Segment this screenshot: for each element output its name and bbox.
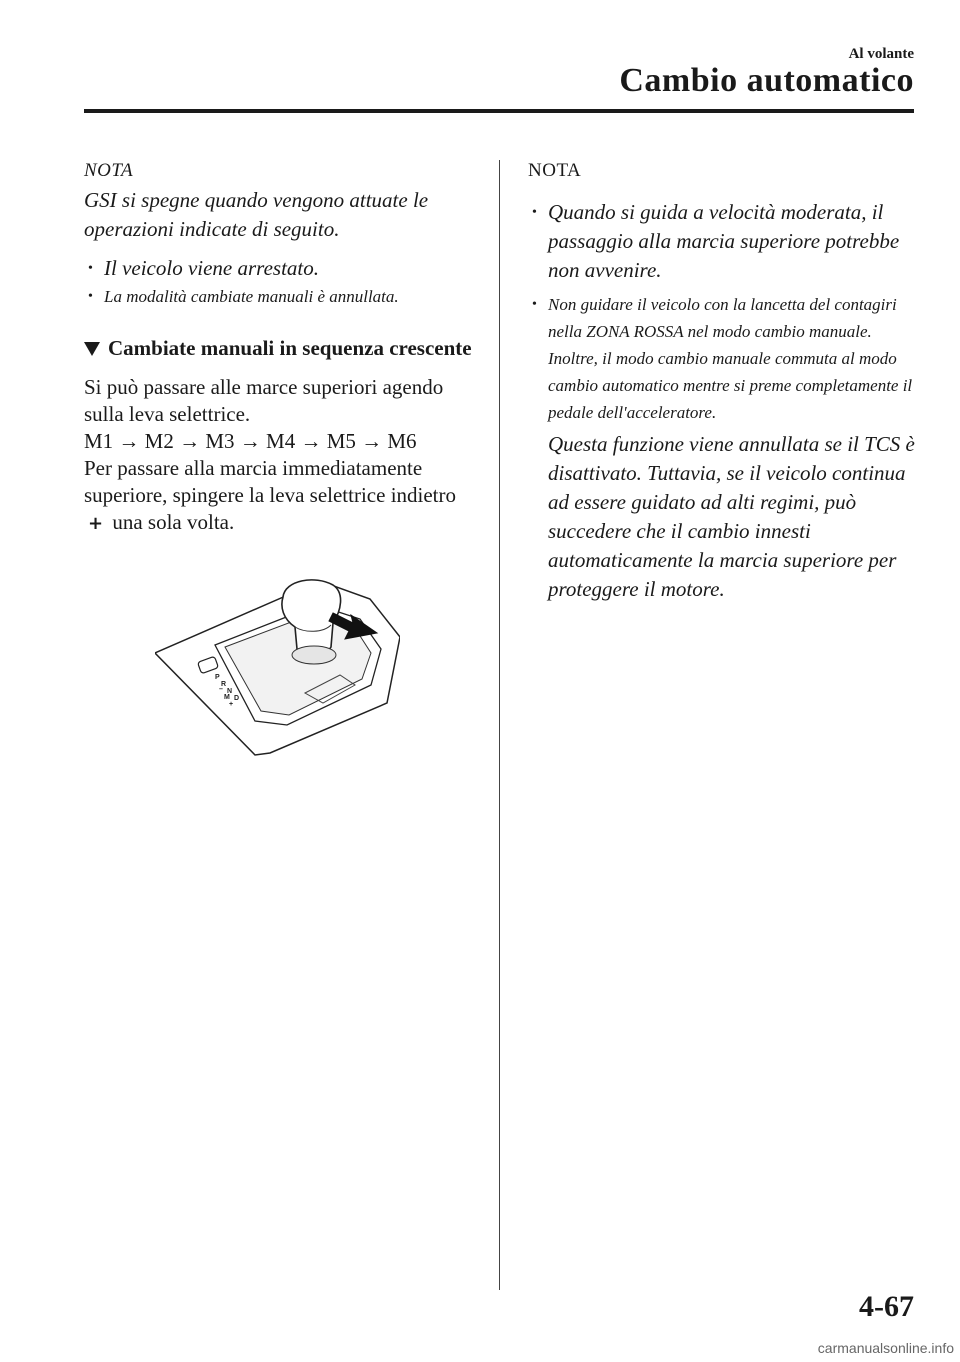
note-bullet-1 — [84, 254, 479, 283]
note-bullet-2-text: La modalità cambiate manuali è annullata. — [104, 287, 399, 306]
paragraph-push-lever — [84, 455, 479, 537]
section-label: Al volante — [848, 46, 914, 62]
watermark: carmanualsonline.info — [817, 1340, 954, 1356]
gate-label-minus: – — [219, 686, 223, 693]
note-text: GSI si spegne quando vengono attuate le operazioni indicate di seguito. — [84, 188, 429, 241]
section-heading — [84, 334, 479, 362]
gear-sequence: M1 → M2 → M3 → M4 → M5 → M6 — [84, 429, 417, 453]
shift-lever-illustration — [155, 575, 400, 760]
section-heading-text: Cambiate manuali in sequenza crescente — [108, 336, 472, 360]
gate-label-d: D — [234, 695, 240, 702]
plus-icon: + — [88, 513, 104, 534]
note-right-continuation: Questa funzione viene annullata se il TCS è disattivato. Tuttavia, se il veicolo continua ad essere guidato ad alti regimi, può succedere che il cambio innesti automaticamente la marcia superiore per proteggere il motore. — [548, 432, 915, 601]
note-right-bullet-1-text: Quando si guida a velocità moderata, il passaggio alla marcia superiore potrebbe non avvenire. — [548, 200, 900, 282]
paragraph-shift-up: Si può passare alle marce superiori agendo sulla leva selettrice. — [84, 375, 444, 426]
gate-label-r: R — [221, 681, 227, 688]
note-bullet-2 — [84, 283, 479, 310]
gate-label-p: P — [215, 674, 220, 681]
gate-label-m: M — [224, 694, 230, 701]
column-divider — [499, 160, 500, 1290]
note-right-bullet-2-text: Non guidare il veicolo con la lancetta del contagiri nella ZONA ROSSA nel modo cambio manuale. Inoltre, il modo cambio manuale commuta al modo cambio automatico mentre si preme completamente il pedale dell'acceleratore. — [548, 295, 913, 422]
note-label: NOTA — [84, 160, 134, 181]
paragraph-push-lever-text: Per passare alla marcia immediatamente superiore, spingere la leva selettrice indietro — [84, 456, 457, 507]
note-right-bullet-1 — [528, 198, 918, 285]
note-bullet-1-text: Il veicolo viene arrestato. — [104, 256, 319, 280]
left-column — [84, 160, 479, 537]
page-number: 4-67 — [859, 1290, 914, 1323]
paragraph-push-lever-end: una sola volta. — [112, 510, 235, 534]
gate-label-n: N — [227, 688, 233, 695]
page-title: Cambio automatico — [619, 62, 914, 99]
note-right-bullet-2 — [528, 291, 918, 426]
note-label-right: NOTA — [528, 160, 582, 181]
header-rule — [84, 109, 914, 113]
right-column — [528, 160, 918, 604]
gate-label-plus: + — [229, 701, 234, 708]
triangle-down-icon — [84, 342, 100, 356]
